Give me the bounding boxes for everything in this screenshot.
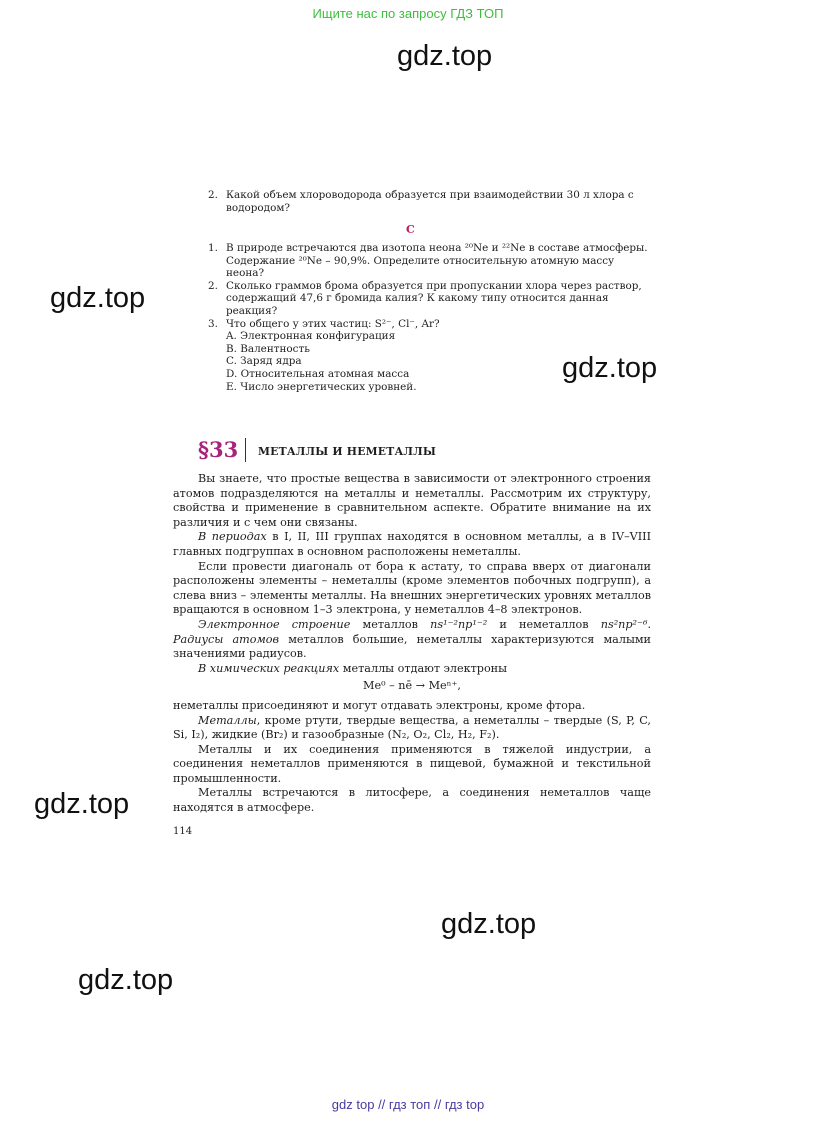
footer-link[interactable]: гдз топ <box>388 1097 431 1112</box>
watermark: gdz.top <box>397 40 493 72</box>
question-number: 2. <box>208 189 218 201</box>
italic-term: В химических реакциях <box>198 661 340 675</box>
section-c-label: С <box>406 223 415 236</box>
watermark: gdz.top <box>441 908 537 940</box>
electron-formula: ns¹⁻²np¹⁻² <box>430 617 488 631</box>
italic-term: Радиусы атомов <box>173 632 280 646</box>
answer-option: E. Число энергетических уровней. <box>226 380 417 393</box>
footer-links <box>0 1097 816 1112</box>
footer-link[interactable]: гдз top <box>444 1097 485 1112</box>
body-paragraph <box>173 530 651 559</box>
body-paragraph: Вы знаете, что простые вещества в зависимости от электронного строения атомов подразделяются на металлы и неметаллы. Рассмотрим их структуру, свойства и применение в сравнительном аспекте. Обратите внимание на их различия и с чем они связаны. <box>173 472 651 529</box>
body-text: . <box>647 617 651 631</box>
paragraph-body <box>173 472 651 816</box>
italic-term: В периодах <box>198 530 267 544</box>
question-text: В природе встречаются два изотопа неона ²⁰Ne и ²²Ne в составе атмосферы. Содержание ²⁰Ne – 90,9%. Определите относительную атомную массу неона? <box>226 242 648 280</box>
italic-term: Электронное строение <box>198 617 351 631</box>
paragraph-number: §33 <box>198 437 239 462</box>
body-text: , кроме ртути, твердые вещества, а неметаллы – твердые (S, P, C, Si, I₂), жидкие (Br₂) и газообразные (N₂, O₂, Cl₂, H₂, F₂). <box>173 713 651 742</box>
body-paragraph: Если провести диагональ от бора к астату, то справа вверх от диагонали расположены элементы – неметаллы (кроме элементов побочных подгрупп), а слева вниз – элементы металлы. На внешних энергетических уровнях металлов вращаются в основном 1–3 электрона, у неметаллов 4–8 электронов. <box>173 559 651 617</box>
question-number: 2. <box>208 279 218 292</box>
search-hint-link[interactable]: Ищите нас по запросу ГДЗ ТОП <box>312 6 504 21</box>
body-text: металлов <box>350 617 431 631</box>
question-block-c <box>208 242 652 393</box>
footer-separator: // <box>433 1097 442 1112</box>
answer-option: A. Электронная конфигурация <box>226 330 396 343</box>
question-number: 3. <box>208 317 218 330</box>
watermark: gdz.top <box>78 964 174 996</box>
page-number: 114 <box>173 826 193 837</box>
watermark: gdz.top <box>50 282 146 314</box>
italic-term: Металлы <box>198 713 257 727</box>
body-paragraph: Металлы встречаются в литосфере, а соединения неметаллов чаще находятся в атмосфере. <box>173 786 651 815</box>
body-paragraph: неметаллы присоединяют и могут отдавать электроны, кроме фтора. <box>173 698 586 712</box>
body-text: в I, II, III группах находятся в основном металлы, а в IV–VIII главных подгруппах в основном расположены неметаллы. <box>173 530 651 558</box>
body-paragraph <box>173 662 651 677</box>
question-text: Какой объем хлороводорода образуется при взаимодействии 30 л хлора с водородом? <box>226 189 634 214</box>
question-text: Сколько граммов брома образуется при пропускании хлора через раствор, содержащий 47,6 г бромида калия? К какому типу относится данная реакция? <box>226 279 642 317</box>
body-text: металлы отдают электроны <box>339 661 508 675</box>
answer-option: B. Валентность <box>226 342 310 355</box>
footer-link[interactable]: gdz top <box>331 1097 375 1112</box>
question-text: Что общего у этих частиц: S²⁻, Cl⁻, Ar? <box>226 317 440 330</box>
reaction-formula: Me⁰ – nē → Meⁿ⁺, <box>363 679 461 693</box>
question-number: 1. <box>208 242 218 254</box>
question-item <box>208 242 652 280</box>
body-text: и неметаллов <box>487 617 601 631</box>
question-item <box>208 318 652 331</box>
watermark: gdz.top <box>34 788 130 820</box>
divider <box>245 438 246 462</box>
body-paragraph <box>173 618 651 662</box>
answer-option: D. Относительная атомная масса <box>226 367 410 380</box>
question-block-b <box>208 189 652 214</box>
watermark: gdz.top <box>562 352 658 384</box>
body-paragraph <box>173 714 651 743</box>
electron-formula: ns²np²⁻⁶ <box>600 617 648 631</box>
answer-option: C. Заряд ядра <box>226 355 302 368</box>
answer-options <box>226 330 652 393</box>
paragraph-title: МЕТАЛЛЫ И НЕМЕТАЛЛЫ <box>258 445 437 458</box>
footer-separator: // <box>378 1097 386 1112</box>
question-item <box>208 280 652 318</box>
body-text: металлов большие, неметаллы характеризуются малыми значениями радиусов. <box>173 632 652 661</box>
question-item <box>208 189 652 214</box>
body-paragraph: Металлы и их соединения применяются в тяжелой индустрии, а соединения неметаллов применяются в пищевой, бумажной и текстильной промышленности. <box>173 742 651 785</box>
